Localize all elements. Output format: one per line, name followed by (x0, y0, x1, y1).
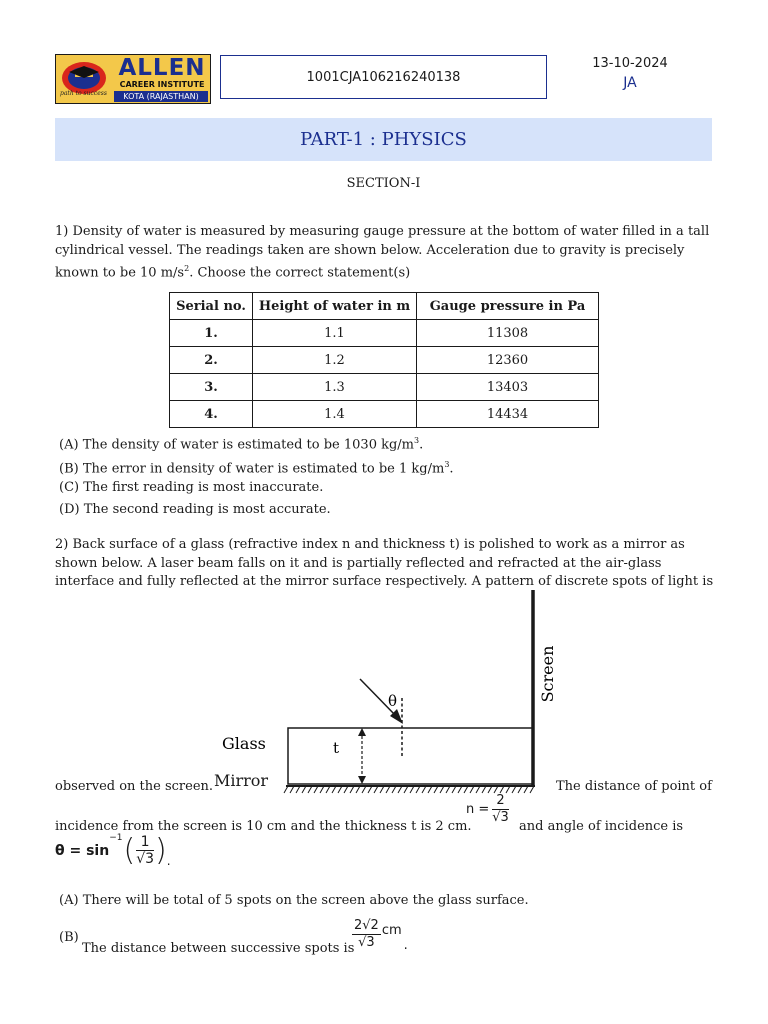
option-text: The first reading is most inaccurate. (83, 480, 324, 495)
q2-line-3: interface and fully reflected at the mirror surface respectively. A pattern of discrete spots of light is (55, 574, 714, 589)
thickness-arrow-down-icon (358, 776, 366, 784)
option-sup: 3 (414, 436, 420, 445)
table-row (170, 401, 599, 428)
glass-mirror-diagram (210, 588, 560, 796)
table-cell: 2. (170, 347, 253, 374)
option-label: (C) (59, 480, 80, 495)
option-label: (A) (59, 437, 79, 453)
q2-option-b-label[interactable]: (B) (59, 930, 79, 945)
mirror-label: Mirror (214, 771, 269, 790)
table-cell: 14434 (417, 401, 599, 428)
n-formula-num: 2 (492, 793, 509, 810)
option-sup: 3 (444, 460, 450, 469)
n-formula-lhs: n = (466, 802, 490, 817)
q1-option-c[interactable] (59, 479, 323, 497)
table-cell: 1.3 (253, 374, 417, 401)
table-cell: 13403 (417, 374, 599, 401)
theta-formula-sup: −1 (109, 833, 123, 843)
q1-option-d[interactable] (59, 501, 331, 519)
table-cell: 1.2 (253, 347, 417, 374)
q1-option-a[interactable] (59, 432, 423, 454)
period: . (166, 854, 171, 868)
spot-distance-fraction (352, 918, 381, 951)
option-end: . (419, 437, 424, 453)
logo-brand-text: ALLEN (118, 55, 206, 81)
logo-city-text: KOTA (RAJASTHAN) (114, 91, 208, 102)
col-header-serial: Serial no. (170, 293, 253, 320)
n-formula-den: √3 (492, 810, 509, 825)
col-header-pressure: Gauge pressure in Pa (417, 293, 599, 320)
table-cell: 12360 (417, 347, 599, 374)
period: . (403, 938, 408, 953)
table-cell: 1.4 (253, 401, 417, 428)
table-cell: 1.1 (253, 320, 417, 347)
option-label: (B) (59, 461, 79, 477)
theta-formula-den: √3 (136, 851, 155, 867)
table-row (170, 374, 599, 401)
paren-close: ) (155, 833, 167, 868)
q2-angle-text: and angle of incidence is (519, 819, 684, 834)
q2-distance-text: The distance of point of (556, 779, 712, 794)
theta-formula-num: 1 (136, 834, 154, 851)
table-cell: 3. (170, 374, 253, 401)
logo-institute-text: CAREER INSTITUTE (119, 80, 205, 89)
q2-line-1: 2) Back surface of a glass (refractive index n and thickness t) is polished to work as a mirror as (55, 537, 685, 552)
glass-block (288, 728, 533, 784)
q2-line-5: incidence from the screen is 10 cm and the thickness t is 2 cm. (55, 819, 472, 834)
question-1-text (55, 223, 735, 283)
table-row (170, 347, 599, 374)
thickness-arrow-up-icon (358, 728, 366, 736)
table-cell: 4. (170, 401, 253, 428)
table-header-row (170, 293, 599, 320)
option-text: The second reading is most accurate. (83, 502, 331, 517)
option-text: The density of water is estimated to be 1030 kg/m (82, 437, 414, 453)
q2-line-2: shown below. A laser beam falls on it and is partially reflected and refracted at the air-glass (55, 555, 662, 571)
angle-label: θ (388, 692, 398, 710)
table-cell: 1. (170, 320, 253, 347)
q1-line-2: cylindrical vessel. The readings taken are shown below. Acceleration due to gravity is precisely (55, 242, 685, 258)
q1-line-3 (55, 260, 735, 283)
q1-line-3-sup: 2 (184, 264, 190, 273)
part-title-bar (55, 118, 712, 161)
theta-formula (55, 833, 171, 868)
q1-line-3-post: . Choose the correct statement(s) (189, 265, 411, 281)
mirror-hatching (284, 786, 534, 793)
col-header-height: Height of water in m (253, 293, 417, 320)
screen-label: Screen (538, 645, 557, 703)
option-text: There will be total of 5 spots on the screen above the glass surface. (82, 893, 529, 908)
spot-distance-formula (352, 916, 408, 953)
refractive-index-formula (466, 793, 509, 826)
spot-distance-unit: cm (381, 923, 402, 938)
logo-tagline: path to success (60, 90, 107, 97)
option-label: (A) (59, 893, 79, 908)
option-end: . (449, 461, 454, 477)
part-title: PART-1 : PHYSICS (300, 129, 467, 150)
q2-option-a[interactable] (59, 892, 529, 910)
q1-readings-table (169, 292, 599, 428)
option-label: (D) (59, 502, 80, 517)
n-formula-fraction (492, 793, 509, 826)
q2-observed-text: observed on the screen. (55, 779, 214, 794)
q1-line-1: 1) Density of water is measured by measuring gauge pressure at the bottom of water filled in a tall (55, 224, 710, 239)
question-2-text (55, 536, 745, 592)
paper-type: JA (623, 75, 637, 91)
theta-formula-lhs: θ = sin (55, 842, 110, 859)
spot-distance-den: √3 (358, 935, 375, 950)
paper-code: 1001CJA106216240138 (306, 69, 461, 85)
paper-code-box (220, 55, 547, 99)
thickness-label: t (333, 739, 340, 757)
glass-label: Glass (222, 734, 266, 753)
section-title: SECTION-I (346, 176, 421, 191)
table-cell: 11308 (417, 320, 599, 347)
table-row (170, 320, 599, 347)
paren-open: ( (123, 833, 136, 868)
allen-logo (55, 54, 211, 104)
q1-line-3-pre: known to be 10 m/s (55, 265, 185, 281)
option-text: The error in density of water is estimated to be 1 kg/m (82, 461, 445, 477)
theta-formula-fraction (136, 834, 154, 867)
q1-option-b[interactable] (59, 456, 454, 478)
q2-option-b-text[interactable]: The distance between successive spots is (82, 941, 355, 956)
spot-distance-num: 2√2 (354, 918, 379, 933)
exam-date: 13-10-2024 (592, 56, 668, 71)
